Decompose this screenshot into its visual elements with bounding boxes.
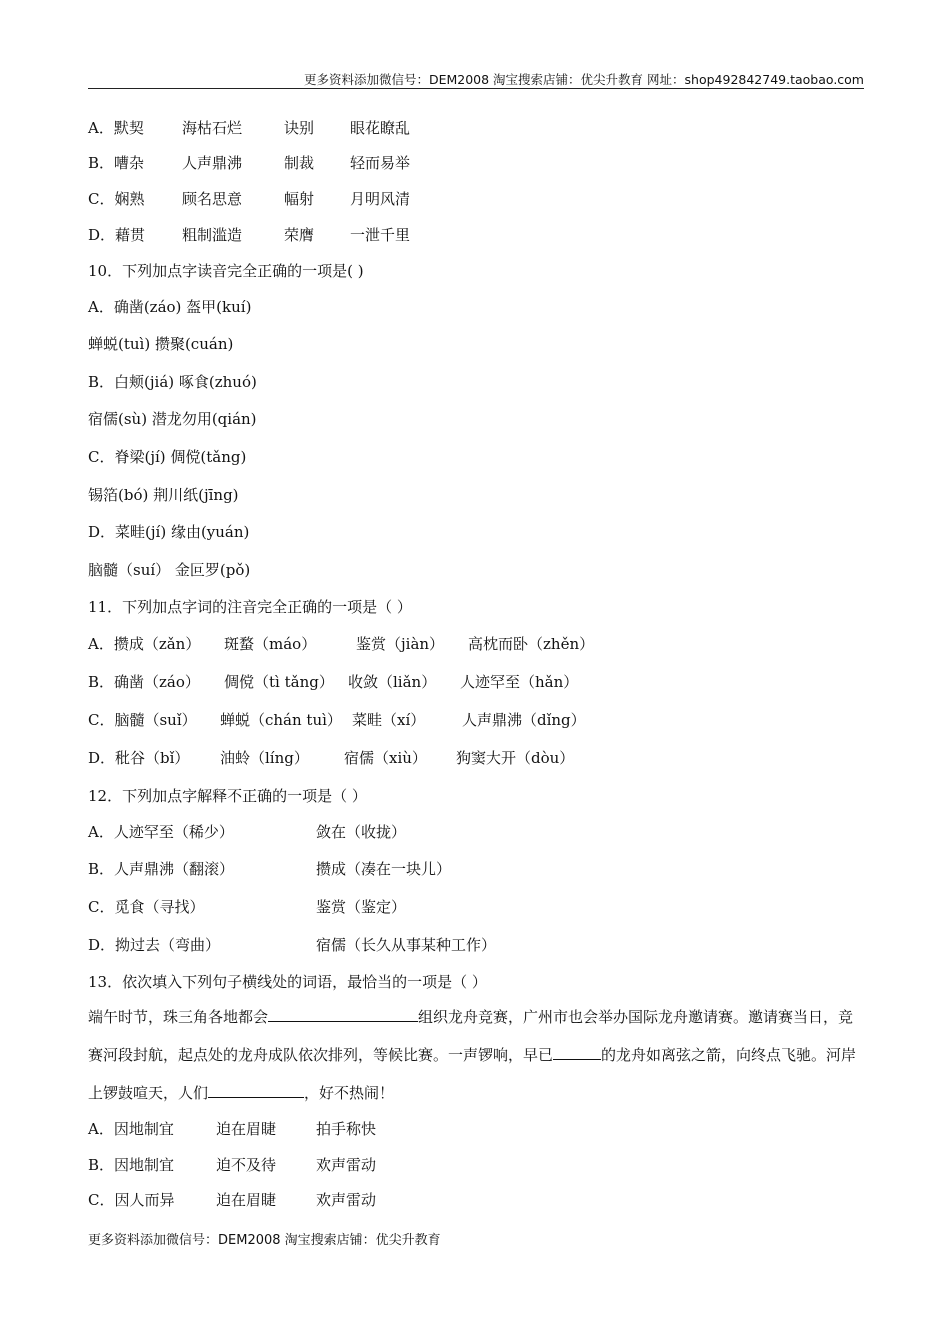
- option-item: 月明风清: [350, 190, 411, 208]
- option-item: 倜傥（tì tǎng）: [224, 673, 334, 691]
- option-item: B．人声鼎沸（翻滚）: [88, 860, 235, 878]
- option-item: 菜畦（xí）: [352, 711, 426, 729]
- q10-line: 脑髓（suí） 金叵罗(pǒ): [88, 561, 251, 579]
- option-item: C．脑髓（suǐ）: [88, 711, 197, 729]
- option-label: B．嘈杂: [88, 154, 145, 172]
- option-item: 一泄千里: [350, 226, 411, 244]
- option-item: 斑蝥（máo）: [224, 635, 317, 653]
- option-item: D．拗过去（弯曲）: [88, 936, 221, 954]
- q12-stem: 12．下列加点字解释不正确的一项是（ ）: [88, 787, 367, 805]
- q13-passage: [88, 998, 864, 1112]
- q10-line: B．白颊(jiá) 啄食(zhuó): [88, 373, 257, 391]
- q11-stem: 11．下列加点字词的注音完全正确的一项是（ ）: [88, 598, 412, 616]
- option-item: 宿儒（xiù）: [344, 749, 427, 767]
- header-text: 更多资料添加微信号：DEM2008 淘宝搜索店铺：优尖升教育 网址：shop492842749.taobao.com: [303, 72, 864, 87]
- fill-blank-3[interactable]: [208, 1083, 304, 1098]
- option-label: D．藉贯: [88, 226, 146, 244]
- option-item: 人迹罕至（hǎn）: [460, 673, 579, 691]
- q10-line: C．脊梁(jí) 倜傥(tǎng): [88, 448, 247, 466]
- fill-blank-2[interactable]: [553, 1045, 601, 1060]
- option-item: C．觅食（寻找）: [88, 898, 205, 916]
- passage-text: 的龙舟如离弦之箭，向终点飞驰。河岸上锣鼓喧天，人们: [88, 1046, 857, 1102]
- passage-text: ，好不热闹！: [304, 1084, 395, 1102]
- passage-text: 组织龙舟竞赛，广州市也会举办国际龙舟邀请赛。邀请赛当日，竞赛河段封航，起点处的龙舟成队依次排列，等候比赛。一声锣响，早已: [88, 1008, 854, 1064]
- option-item: B．因地制宜: [88, 1156, 175, 1174]
- q10-line: A．确凿(záo) 盔甲(kuí): [88, 298, 252, 316]
- fill-blank-1[interactable]: [268, 1007, 418, 1022]
- option-item: A．人迹罕至（稀少）: [88, 823, 234, 841]
- option-item: A．因地制宜: [88, 1120, 174, 1138]
- option-item: 迫在眉睫: [216, 1120, 277, 1138]
- option-item: 欢声雷动: [316, 1156, 377, 1174]
- option-label: C．娴熟: [88, 190, 145, 208]
- option-item: 欢声雷动: [316, 1191, 377, 1209]
- option-item: B．确凿（záo）: [88, 673, 200, 691]
- option-item: 制裁: [284, 154, 315, 172]
- option-item: 粗制滥造: [182, 226, 243, 244]
- option-item: 拍手称快: [316, 1120, 377, 1138]
- option-item: 轻而易举: [350, 154, 411, 172]
- option-item: 鉴赏（鉴定）: [316, 898, 407, 916]
- option-item: 人声鼎沸（dǐng）: [462, 711, 586, 729]
- option-item: D．秕谷（bǐ）: [88, 749, 190, 767]
- option-item: 鉴赏（jiàn）: [356, 635, 445, 653]
- option-item: 迫不及待: [216, 1156, 277, 1174]
- page-header: [88, 68, 864, 89]
- q10-stem: 10．下列加点字读音完全正确的一项是( ): [88, 262, 364, 280]
- option-item: 诀别: [284, 119, 315, 137]
- option-item: 眼花瞭乱: [350, 119, 411, 137]
- q10-line: D．菜畦(jí) 缘由(yuán): [88, 523, 250, 541]
- option-item: 海枯石烂: [182, 119, 243, 137]
- option-item: A．攒成（zǎn）: [88, 635, 201, 653]
- option-item: 攒成（凑在一块儿）: [316, 860, 452, 878]
- option-item: 宿儒（长久从事某种工作）: [316, 936, 497, 954]
- option-label: A．默契: [88, 119, 144, 137]
- q10-line: 蝉蜕(tuì) 攒聚(cuán): [88, 335, 234, 353]
- page-footer: 更多资料添加微信号：DEM2008 淘宝搜索店铺：优尖升教育: [88, 1233, 441, 1248]
- option-item: C．因人而异: [88, 1191, 175, 1209]
- passage-text: 端午时节，珠三角各地都会: [88, 1008, 269, 1026]
- option-item: 油蛉（líng）: [220, 749, 309, 767]
- q13-stem: 13．依次填入下列句子横线处的词语，最恰当的一项是（ ）: [88, 973, 487, 991]
- option-item: 狗窦大开（dòu）: [456, 749, 575, 767]
- option-item: 迫在眉睫: [216, 1191, 277, 1209]
- option-item: 蝉蜕（chán tuì）: [220, 711, 342, 729]
- option-item: 幅射: [284, 190, 315, 208]
- option-item: 高枕而卧（zhěn）: [468, 635, 595, 653]
- option-item: 敛在（收拢）: [316, 823, 407, 841]
- option-item: 人声鼎沸: [182, 154, 243, 172]
- q10-line: 锡箔(bó) 荆川纸(jīng): [88, 486, 239, 504]
- option-item: 收敛（liǎn）: [348, 673, 437, 691]
- q10-line: 宿儒(sù) 潜龙勿用(qián): [88, 410, 257, 428]
- option-item: 顾名思意: [182, 190, 243, 208]
- option-item: 荣膺: [284, 226, 315, 244]
